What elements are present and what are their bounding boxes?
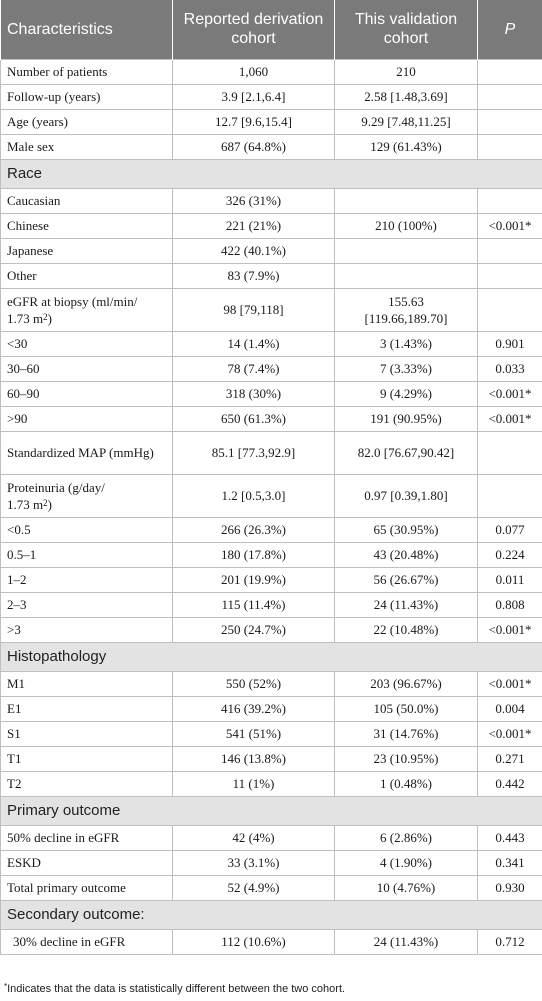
p-value: [478, 474, 542, 517]
section-header-race: [1, 159, 542, 188]
p-value: [478, 238, 542, 263]
derivation-value: 33 (3.1%): [173, 850, 335, 875]
table-row: [1, 850, 542, 875]
header-characteristics: Characteristics: [1, 0, 173, 59]
p-value: 0.442: [478, 771, 542, 796]
validation-value: [335, 238, 478, 263]
table-row: [1, 381, 542, 406]
p-value: [478, 188, 542, 213]
p-value: 0.901: [478, 331, 542, 356]
validation-value: 10 (4.76%): [335, 875, 478, 900]
validation-value: 9 (4.29%): [335, 381, 478, 406]
label-line-2: 1.73 m: [7, 310, 44, 326]
table-row: [1, 109, 542, 134]
derivation-value: 422 (40.1%): [173, 238, 335, 263]
derivation-value: 541 (51%): [173, 721, 335, 746]
validation-value: 2.58 [1.48,3.69]: [335, 84, 478, 109]
table-row: [1, 84, 542, 109]
derivation-value: 326 (31%): [173, 188, 335, 213]
p-value: [478, 134, 542, 159]
derivation-value: 11 (1%): [173, 771, 335, 796]
table-row: [1, 617, 542, 642]
row-label: T2: [1, 771, 173, 796]
validation-value: 43 (20.48%): [335, 542, 478, 567]
validation-value: 129 (61.43%): [335, 134, 478, 159]
row-label: 50% decline in eGFR: [1, 825, 173, 850]
row-label: 60–90: [1, 381, 173, 406]
validation-value: [335, 188, 478, 213]
derivation-value: 201 (19.9%): [173, 567, 335, 592]
p-value: [478, 109, 542, 134]
row-label: Total primary outcome: [1, 875, 173, 900]
derivation-value: 83 (7.9%): [173, 263, 335, 288]
p-value: 0.224: [478, 542, 542, 567]
row-label: E1: [1, 696, 173, 721]
derivation-value: 1,060: [173, 59, 335, 84]
p-value: <0.001*: [478, 213, 542, 238]
table-row: [1, 875, 542, 900]
validation-value: 7 (3.33%): [335, 356, 478, 381]
derivation-value: 1.2 [0.5,3.0]: [173, 474, 335, 517]
validation-value: 155.63 [119.66,189.70]: [335, 288, 478, 331]
row-label: 0.5–1: [1, 542, 173, 567]
p-value: <0.001*: [478, 617, 542, 642]
header-derivation-cohort: Reported derivation cohort: [173, 0, 335, 59]
derivation-value: 550 (52%): [173, 671, 335, 696]
table-row: [1, 746, 542, 771]
table-row: [1, 671, 542, 696]
validation-value: 0.97 [0.39,1.80]: [335, 474, 478, 517]
p-value: 0.271: [478, 746, 542, 771]
p-value: 0.808: [478, 592, 542, 617]
table-row: [1, 771, 542, 796]
validation-value: 203 (96.67%): [335, 671, 478, 696]
validation-value: 105 (50.0%): [335, 696, 478, 721]
derivation-value: 52 (4.9%): [173, 875, 335, 900]
row-label: 2–3: [1, 592, 173, 617]
validation-value: 1 (0.48%): [335, 771, 478, 796]
table-row: [1, 542, 542, 567]
row-label: Male sex: [1, 134, 173, 159]
label-close: ): [47, 496, 52, 512]
validation-value: 31 (14.76%): [335, 721, 478, 746]
table-row: [1, 331, 542, 356]
validation-value: 210: [335, 59, 478, 84]
p-value: 0.011: [478, 567, 542, 592]
footnote-text: Indicates that the data is statistically different between the two cohort.: [7, 983, 346, 995]
row-label: <0.5: [1, 517, 173, 542]
p-value: 0.033: [478, 356, 542, 381]
validation-value: 23 (10.95%): [335, 746, 478, 771]
table-row: [1, 721, 542, 746]
validation-value: [335, 263, 478, 288]
superscript: 2: [43, 497, 48, 508]
validation-value: 4 (1.90%): [335, 850, 478, 875]
table-row-proteinuria: [1, 474, 542, 517]
derivation-value: 42 (4%): [173, 825, 335, 850]
p-value: <0.001*: [478, 721, 542, 746]
p-value: 0.077: [478, 517, 542, 542]
derivation-value: 266 (26.3%): [173, 517, 335, 542]
p-value: 0.930: [478, 875, 542, 900]
row-label: Follow-up (years): [1, 84, 173, 109]
derivation-value: 650 (61.3%): [173, 406, 335, 431]
table-row-map: [1, 431, 542, 474]
derivation-value: 146 (13.8%): [173, 746, 335, 771]
derivation-value: 115 (11.4%): [173, 592, 335, 617]
validation-value: 24 (11.43%): [335, 929, 478, 954]
section-header-secondary-outcome: [1, 900, 542, 929]
section-header-primary-outcome: [1, 796, 542, 825]
table-row: [1, 356, 542, 381]
derivation-value: 12.7 [9.6,15.4]: [173, 109, 335, 134]
derivation-value: 98 [79,118]: [173, 288, 335, 331]
table-row: [1, 213, 542, 238]
header-row: [1, 0, 542, 59]
table-row-egfr: [1, 288, 542, 331]
derivation-value: 180 (17.8%): [173, 542, 335, 567]
derivation-value: 687 (64.8%): [173, 134, 335, 159]
validation-value: 191 (90.95%): [335, 406, 478, 431]
section-title: Secondary outcome:: [1, 900, 542, 929]
table-row: [1, 567, 542, 592]
section-header-histopathology: [1, 642, 542, 671]
p-value: [478, 84, 542, 109]
footnote-marker: *: [4, 982, 8, 991]
header-validation-cohort: This validation cohort: [335, 0, 478, 59]
row-label: 1–2: [1, 567, 173, 592]
row-label: <30: [1, 331, 173, 356]
validation-value: 56 (26.67%): [335, 567, 478, 592]
p-value: 0.004: [478, 696, 542, 721]
derivation-value: 78 (7.4%): [173, 356, 335, 381]
validation-value: 24 (11.43%): [335, 592, 478, 617]
derivation-value: 85.1 [77.3,92.9]: [173, 431, 335, 474]
derivation-value: 416 (39.2%): [173, 696, 335, 721]
row-label: 30–60: [1, 356, 173, 381]
table-row: [1, 696, 542, 721]
row-label: T1: [1, 746, 173, 771]
table-row: [1, 263, 542, 288]
section-title: Race: [1, 159, 542, 188]
footnote: [4, 983, 540, 995]
row-label: S1: [1, 721, 173, 746]
row-label: Number of patients: [1, 59, 173, 84]
row-label: ESKD: [1, 850, 173, 875]
row-label: Age (years): [1, 109, 173, 134]
derivation-value: 318 (30%): [173, 381, 335, 406]
row-label: Standardized MAP (mmHg): [1, 431, 173, 474]
label-line-2: 1.73 m: [7, 496, 44, 512]
validation-value: 22 (10.48%): [335, 617, 478, 642]
table-row: [1, 825, 542, 850]
validation-value: 65 (30.95%): [335, 517, 478, 542]
validation-value: 82.0 [76.67,90.42]: [335, 431, 478, 474]
validation-value: 210 (100%): [335, 213, 478, 238]
section-title: Histopathology: [1, 642, 542, 671]
table-row: [1, 134, 542, 159]
derivation-value: 3.9 [2.1,6.4]: [173, 84, 335, 109]
row-label: >3: [1, 617, 173, 642]
table-row: [1, 59, 542, 84]
p-value: <0.001*: [478, 671, 542, 696]
row-label: 30% decline in eGFR: [1, 929, 173, 954]
p-value: [478, 263, 542, 288]
p-value: 0.443: [478, 825, 542, 850]
label-close: ): [47, 310, 52, 326]
table-row: [1, 517, 542, 542]
table-row: [1, 238, 542, 263]
row-label: Chinese: [1, 213, 173, 238]
p-value: <0.001*: [478, 406, 542, 431]
row-label: Caucasian: [1, 188, 173, 213]
derivation-value: 221 (21%): [173, 213, 335, 238]
p-value: 0.712: [478, 929, 542, 954]
derivation-value: 112 (10.6%): [173, 929, 335, 954]
table-row: [1, 592, 542, 617]
table-row: [1, 188, 542, 213]
validation-value: 9.29 [7.48,11.25]: [335, 109, 478, 134]
table-row: [1, 406, 542, 431]
validation-value: 3 (1.43%): [335, 331, 478, 356]
p-value: <0.001*: [478, 381, 542, 406]
label-line-1: eGFR at biopsy (ml/min/: [7, 293, 138, 309]
row-label: Japanese: [1, 238, 173, 263]
validation-value: 6 (2.86%): [335, 825, 478, 850]
row-label: [1, 474, 173, 517]
p-value: [478, 431, 542, 474]
label-line-1: Proteinuria (g/day/: [7, 479, 105, 495]
header-p-value: P: [478, 0, 542, 59]
table-row: [1, 929, 542, 954]
derivation-value: 14 (1.4%): [173, 331, 335, 356]
row-label: Other: [1, 263, 173, 288]
superscript: 2: [43, 311, 48, 322]
row-label: >90: [1, 406, 173, 431]
p-value: [478, 288, 542, 331]
derivation-value: 250 (24.7%): [173, 617, 335, 642]
row-label: [1, 288, 173, 331]
row-label: M1: [1, 671, 173, 696]
p-value: [478, 59, 542, 84]
section-title: Primary outcome: [1, 796, 542, 825]
p-value: 0.341: [478, 850, 542, 875]
